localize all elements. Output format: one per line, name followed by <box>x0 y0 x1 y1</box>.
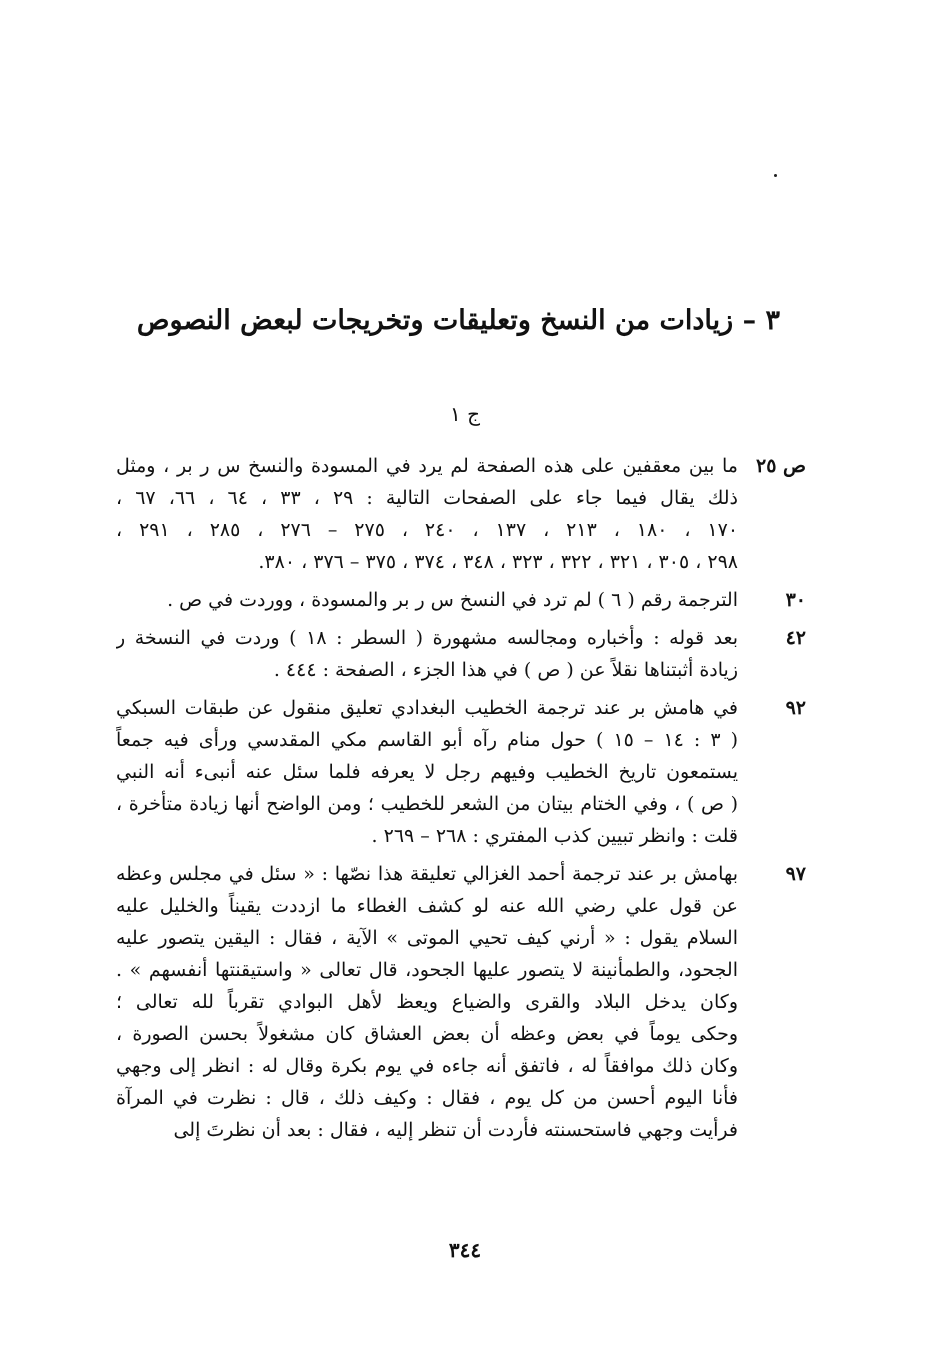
note-reference: ٩٢ <box>785 697 806 719</box>
page-number: ٣٤٤ <box>448 1238 482 1262</box>
note-line: فأنا اليوم أحسن من كل يوم ، فقال : وكيف ذلك ، قال : نظرت في المرآة <box>116 1087 738 1109</box>
note-entry <box>116 858 806 1146</box>
note-reference: ٣٠ <box>785 589 806 611</box>
note-reference: ص ٢٥ <box>755 455 806 477</box>
note-line: بهامش بر عند ترجمة أحمد الغزالي تعليقة هذا نصّها : « سئل في مجلس وعظه <box>116 863 738 885</box>
part-label: ج ١ <box>449 402 481 426</box>
note-line: وحكى يوماً في بعض وعظه أن بعض العشاق كان مشغولاً بحسن الصورة ، <box>116 1023 738 1045</box>
note-line: زيادة أثبتناها نقلاً عن ( ص ) في هذا الجزء ، الصفحة : ٤٤٤ . <box>273 659 738 681</box>
note-entry <box>116 692 806 852</box>
note-text <box>116 584 738 616</box>
note-line: الجحود، والطمأنينة لا يتصور عليها الجحود، قال تعالى « واستيقنتها أنفسهم » . <box>116 959 738 981</box>
page-speck <box>774 174 777 177</box>
note-line: ( ص ) ، وفي الختام بيتان من الشعر للخطيب ؛ ومن الواضح أنها زيادة متأخرة ، <box>116 793 738 815</box>
note-line: ١٧٠ ، ١٨٠ ، ٢١٣ ، ١٣٧ ، ٢٤٠ ، ٢٧٥ – ٢٧٦ ، ٢٨٥ ، ٢٩١ ، <box>116 519 738 541</box>
note-line: عن قول علي رضي الله عنه لو كشف الغطاء ما ازددت يقيناً والخليل عليه <box>116 895 738 917</box>
note-entry <box>116 584 806 616</box>
note-line: الترجمة رقم ( ٦ ) لم ترد في النسخ س ر بر والمسودة ، ووردت في ص . <box>167 589 738 611</box>
note-entry <box>116 622 806 686</box>
note-line: في هامش بر عند ترجمة الخطيب البغدادي تعليق منقول عن طبقات السبكي <box>116 697 738 719</box>
note-text <box>116 622 738 686</box>
note-line: ( ٣ : ١٤ – ١٥ ) حول منام رآه أبو القاسم مكي المقدسي ورأى فيه جمعاً <box>116 729 738 751</box>
note-entry <box>116 450 806 578</box>
note-text <box>116 858 738 1146</box>
note-line: السلام يقول : « أرني كيف تحيي الموتى » الآية ، فقال : اليقين يتصور عليه <box>116 927 738 949</box>
section-title: ٣ – زيادات من النسخ وتعليقات وتخريجات لبعض النصوص <box>136 305 780 336</box>
note-text <box>116 450 738 578</box>
note-line: ٢٩٨ ، ٣٠٥ ، ٣٢١ ، ٣٢٢ ، ٣٢٣ ، ٣٤٨ ، ٣٧٤ ، ٣٧٥ – ٣٧٦ ، ٣٨٠. <box>258 551 738 573</box>
note-reference: ٤٢ <box>785 627 806 649</box>
note-line: وكان يدخل البلاد والقرى والضياع ويعظ لأهل البوادي تقرباً لله تعالى ؛ <box>116 991 738 1013</box>
note-line: وكان ذلك موافقاً له ، فاتفق أنه جاءه في يوم بكرة وقال له : انظر إلى وجهي <box>116 1055 738 1077</box>
notes-list <box>116 450 806 1152</box>
note-line: فرأيت وجهي فاستحسنته فأردت أن تنظر إليه ، فقال : بعد أن نظرتَ إلى <box>173 1119 738 1141</box>
note-line: ذلك يقال فيما جاء على الصفحات التالية : ٢٩ ، ٣٣ ، ٦٤ ، ٦٦، ٦٧ ، <box>116 487 738 509</box>
note-line: بعد قوله : وأخباره ومجالسه مشهورة ( السطر : ١٨ ) وردت في النسخة ر <box>116 627 738 649</box>
note-reference: ٩٧ <box>785 863 806 885</box>
note-line: قلت : وانظر تبيين كذب المفتري : ٢٦٨ – ٢٦٩ . <box>371 825 738 847</box>
note-line: ما بين معقفين على هذه الصفحة لم يرد في المسودة والنسخ س ر بر ، ومثل <box>116 455 738 477</box>
note-line: يستمعون تاريخ الخطيب وفيهم رجل لا يعرفه فلما سئل عنه أنبىء أنه النبي <box>116 761 738 783</box>
note-text <box>116 692 738 852</box>
